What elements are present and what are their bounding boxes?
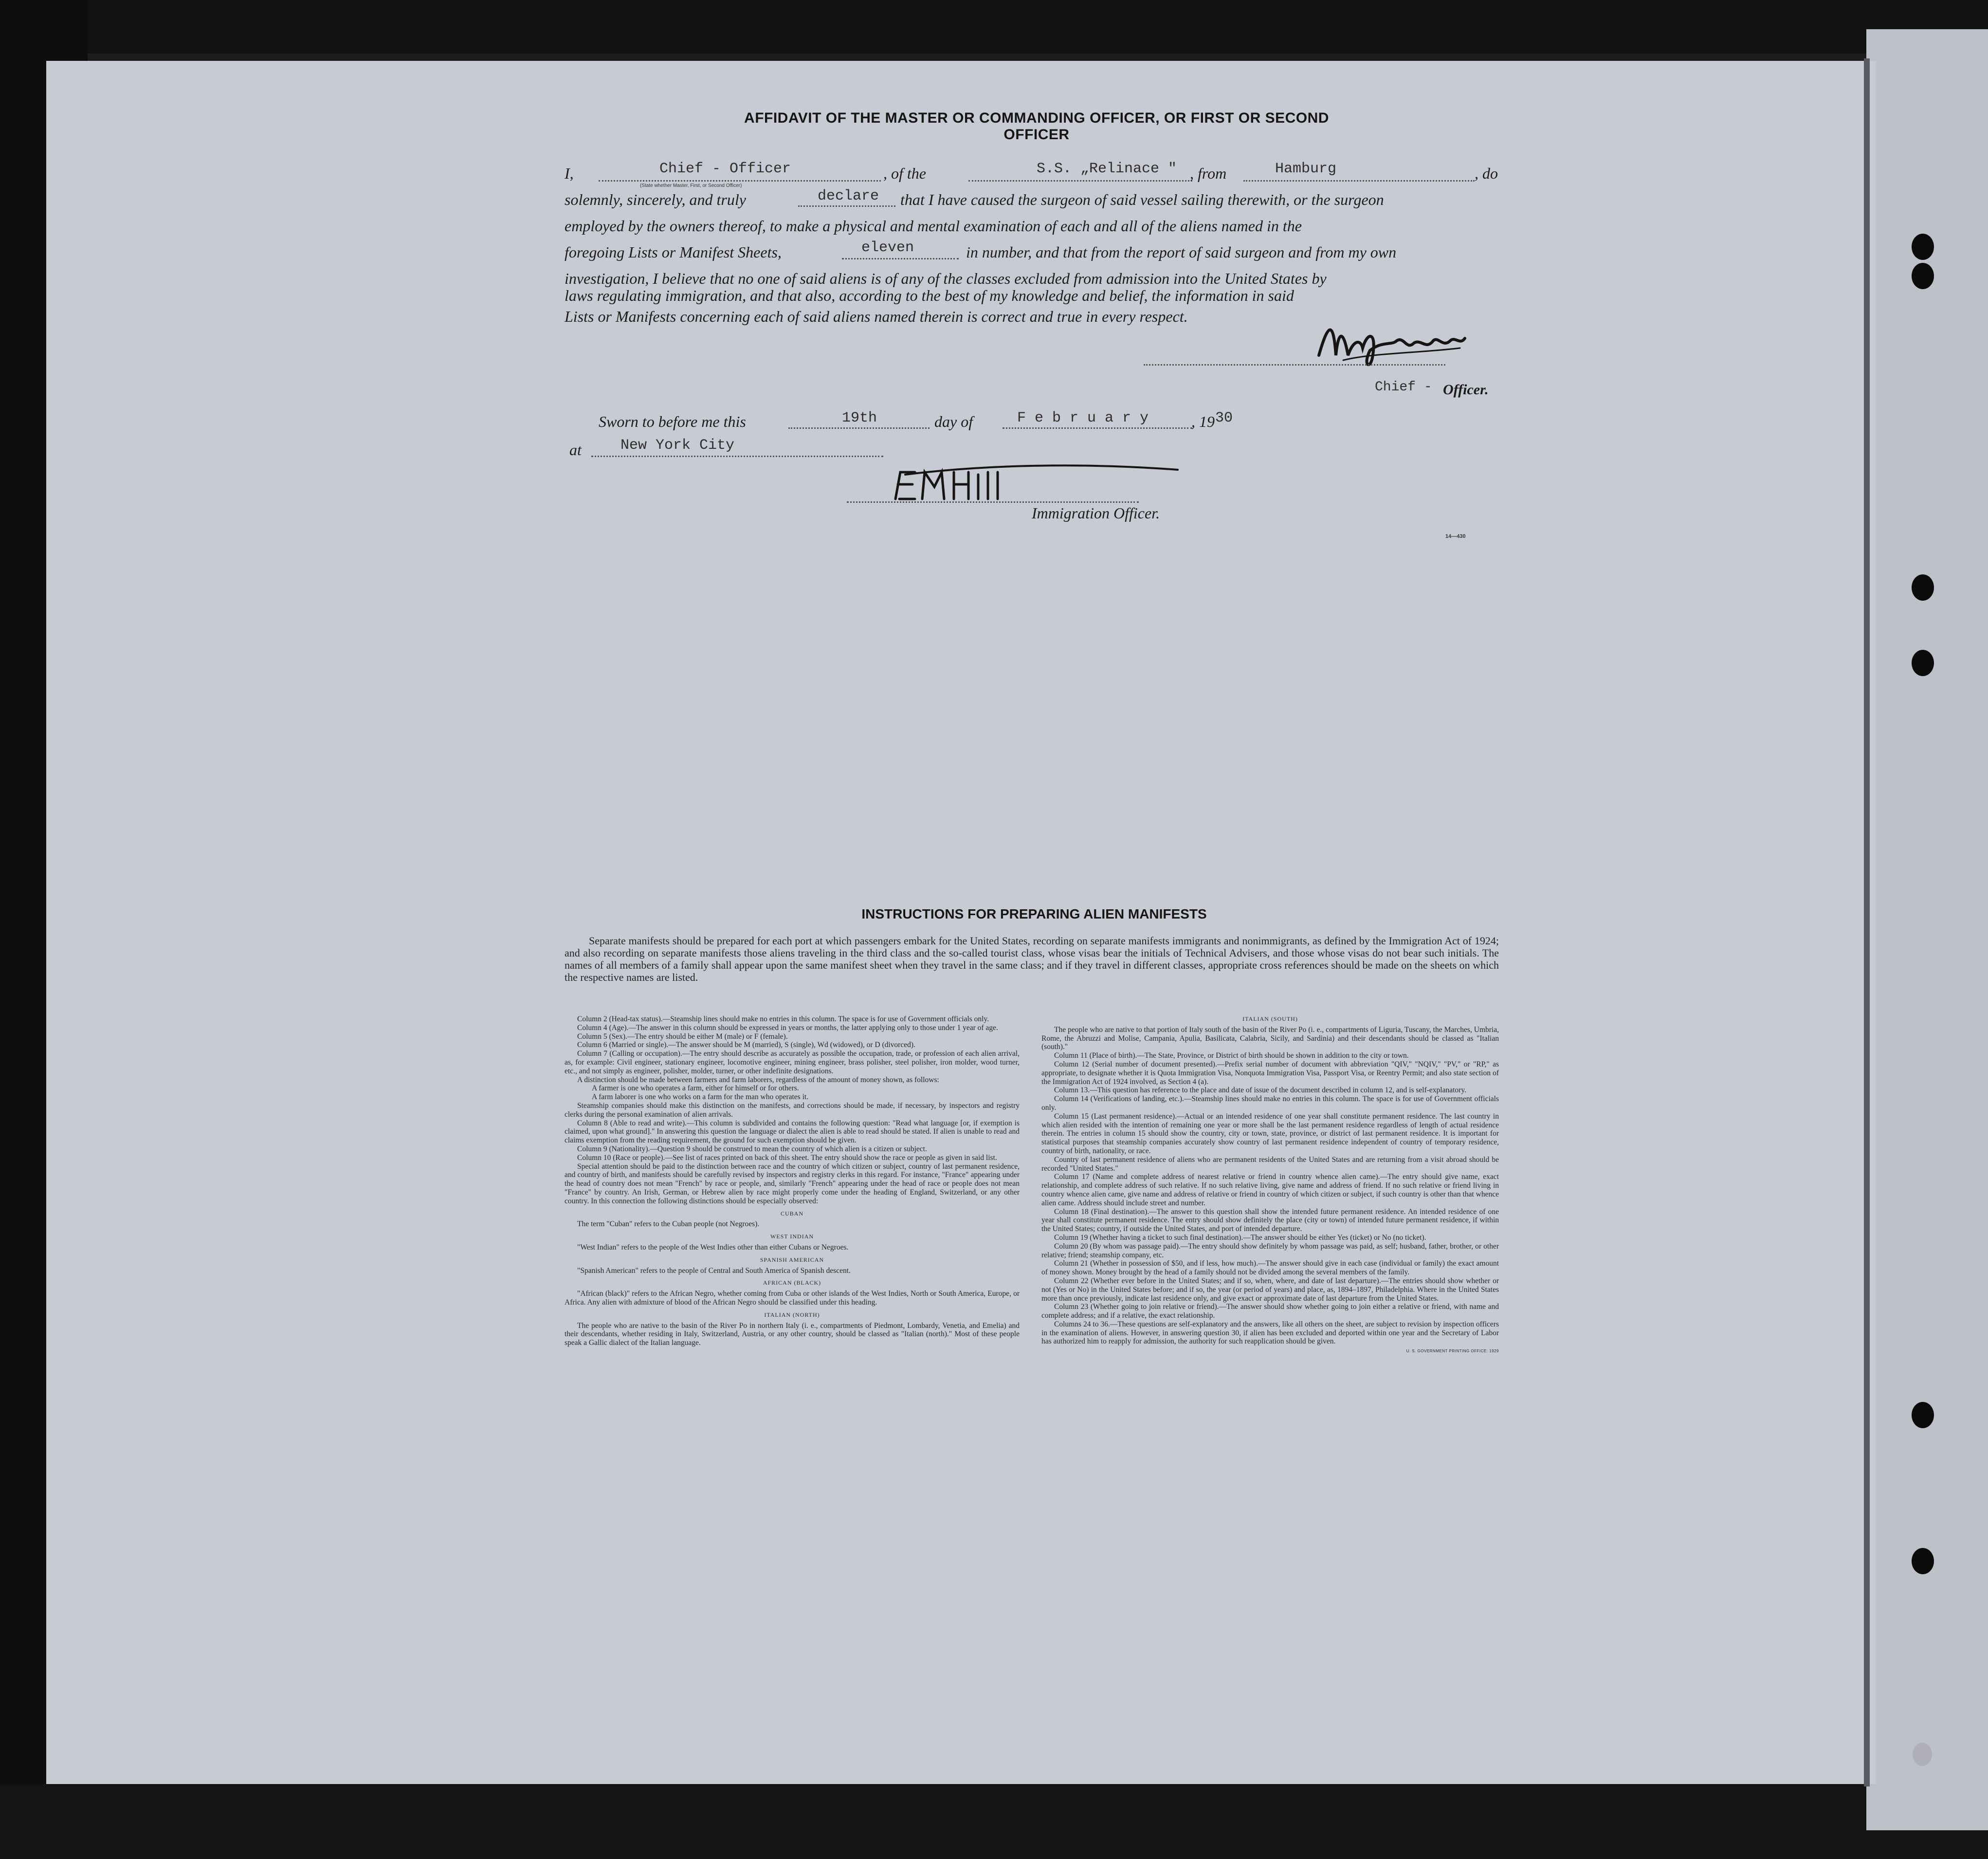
instruction-paragraph: Column 13.—This question has reference to the place and date of issue of the document described in column 12, and is self-explanatory. — [1054, 1086, 1466, 1095]
sworn-day-of: day of — [934, 413, 973, 430]
page-edge — [1864, 58, 1870, 1786]
section-heading: ITALIAN (SOUTH) — [1242, 1015, 1298, 1022]
sworn-year-prefix: , 19 — [1191, 413, 1215, 430]
instruction-paragraph: Special attention should be paid to the distinction between race and the country of which citizen or subject, country of last permanent residence, and country of birth, and manifests should be carefully revised by inspectors and registry clerks in this regard. For instance, "France" appearing under the head of country does not mean "French" by race or people, and, similarly "French" appearing under the head of race or people does not mean "France" by country. An Irish, German, or Hebrew alien by race might properly come under the heading of England, Switzerland, or any other country. In this connection the following distinctions should be especially observed: — [565, 1162, 1020, 1205]
fill-line — [1003, 427, 1192, 429]
instruction-paragraph: Column 10 (Race or people).—See list of races printed on back of this sheet. The entry should show the race or people as given in said list. — [577, 1153, 997, 1162]
instruction-paragraph: Column 18 (Final destination).—The answer to this question shall show the intended future permanent residence. An intended residence of one year shall constitute permanent residence. The entry should show definitely the place (city or town) of intended future permanent residence, if within the United States; country, if outside the United States, and port of intended departure. — [1041, 1207, 1499, 1233]
affidavit-line1-pre: I, — [565, 165, 574, 182]
instruction-paragraph: Column 21 (Whether in possession of $50, and if less, how much).—The answer should give in each case (individual or family) the exact amount of money shown. Money brought by the head of a family should not be divided among the several members of the family. — [1041, 1259, 1499, 1277]
instructions-left-column — [565, 1015, 1020, 1347]
affidavit-line1-end: , do — [1475, 165, 1498, 182]
printing-office-note: U. S. GOVERNMENT PRINTING OFFICE: 1929 — [1406, 1349, 1499, 1354]
ship-name-field: S.S. „Relinace " — [1037, 161, 1177, 177]
affidavit-line7: Lists or Manifests concerning each of said aliens named therein is correct and true in every respect. — [565, 308, 1188, 325]
signature-title-typed: Chief - — [1375, 380, 1432, 395]
faint-hole — [1913, 1743, 1932, 1766]
affidavit-line4-pre: foregoing Lists or Manifest Sheets, — [565, 243, 782, 261]
instruction-paragraph: Column 4 (Age).—The answer in this column should be expressed in years or months, the latter applying only to those under 1 year of age. — [577, 1023, 998, 1032]
instruction-paragraph: Columns 24 to 36.—These questions are self-explanatory and the answers, like all others on the sheet, are subject to revision by inspection officers in the examination of aliens. However, in answering question 30, if alien has been excluded and deported within one year and the Secretary of Labor has authorized him to reapply for admission, the authority for such reapplication should be given. — [1041, 1320, 1499, 1346]
instruction-paragraph: Column 14 (Verifications of landing, etc.).—Steamship lines should make no entries in this column. The space is for use of Government officials only. — [1041, 1095, 1499, 1112]
officer-rank-field: Chief - Officer — [659, 161, 791, 177]
instruction-paragraph: A distinction should be made between farmers and farm laborers, regardless of the amount of money shown, as follows: — [577, 1075, 939, 1084]
affidavit-title: AFFIDAVIT OF THE MASTER OR COMMANDING OFFICER, OR FIRST OR SECOND OFFICER — [744, 110, 1329, 143]
instruction-paragraph: The people who are native to that portion of Italy south of the basin of the River Po (i. e., compartments of Liguria, Tuscany, the Marches, Umbria, Rome, the Abruzzi and Molise, Campania, Apulia, Basilicata, Calabria, Sicily, and Sardinia) and their descendants should be classed as "Italian (south)." — [1041, 1025, 1499, 1051]
instruction-paragraph: Steamship companies should make this distinction on the manifests, and corrections should be made, if necessary, by inspectors and registry clerks during the personal examination of alien arrivals. — [565, 1101, 1020, 1119]
instructions-intro: Separate manifests should be prepared for each port at which passengers embark for the United States, recording on separate manifests immigrants and nonimmigrants, as defined by the Immigration Act of 1924; and also recording on separate manifests those aliens traveling in the third class and the so-called tourist class, whose visas bear the initials of Technical Advisers, and those whose visas do not bear such initials. The names of all members of a family shall appear upon the same manifest sheet when they travel in the same class; and if they travel in different classes, appropriate cross references should be made on the sheets on which the respective names are listed. — [565, 935, 1499, 983]
instruction-paragraph: Column 22 (Whether ever before in the United States; and if so, when, where, and date of last departure).—The entries should show whether or not (Yes or No) in the United States before; and if so, the year (or period of years) and place, as, 1894–1897, Philadelphia. Where in the United States more than once previously, indicate last residence only, and give exact or approximate date of last departure from the United States. — [1041, 1276, 1499, 1303]
sheet-count-field: eleven — [861, 239, 914, 256]
instruction-paragraph: Column 8 (Able to read and write).—This column is subdivided and contains the following question: "Read what language [or, if exemption is claimed, upon what ground]." In answering this question the language or dialect the alien is able to read should be stated. If alien is unable to read and claims exemption from the reading requirement, the ground for such exemption should be given. — [565, 1119, 1020, 1145]
fill-line — [591, 456, 883, 457]
instruction-paragraph: Country of last permanent residence of aliens who are permanent residents of the United States and are returning from a visit abroad should be recorded "United States." — [1041, 1155, 1499, 1173]
section-heading: WEST INDIAN — [770, 1233, 814, 1240]
fill-line — [842, 258, 959, 259]
sworn-month-field: F e b r u a r y — [1017, 410, 1149, 426]
scan-border-bottom — [0, 1784, 1988, 1859]
sworn-day-field: 19th — [842, 410, 877, 426]
punch-hole — [1912, 263, 1934, 289]
affidavit-line4-post: in number, and that from the report of said surgeon and from my own — [966, 243, 1397, 261]
instruction-paragraph: "Spanish American" refers to the people of Central and South America of Spanish descent. — [577, 1266, 851, 1275]
sworn-pre: Sworn to before me this — [599, 413, 746, 430]
instructions-right-column — [1041, 1015, 1499, 1356]
section-heading: ITALIAN (NORTH) — [764, 1311, 820, 1318]
affidavit-line5: investigation, I believe that no one of said aliens is of any of the classes excluded from admission into the United States by — [565, 270, 1327, 287]
instruction-paragraph: "African (black)" refers to the African Negro, whether coming from Cuba or other islands of the West Indies, North or South America, Europe, or Africa. Any alien with admixture of blood of the African Negro should be classified under this heading. — [565, 1289, 1020, 1307]
fill-line — [968, 180, 1192, 182]
instruction-paragraph: Column 17 (Name and complete address of nearest relative or friend in country whence alien came).—The entry should give name, exact relationship, and complete address of such relative. If no such relative living, give name and address of friend. If no such relative or friend living in country whence alien came, give name and address of relative or friend in country of which citizen or subject, if such country is other than that whence alien came. Address should include street and number. — [1041, 1173, 1499, 1207]
signature-title-printed: Officer. — [1443, 382, 1489, 398]
instruction-paragraph: Column 19 (Whether having a ticket to such final destination).—The answer should be either Yes (ticket) or No (no ticket). — [1054, 1233, 1426, 1242]
instructions-title: INSTRUCTIONS FOR PREPARING ALIEN MANIFESTS — [861, 906, 1207, 921]
instruction-paragraph: Column 6 (Married or single).—The answer should be M (married), S (single), Wd (widowed), or D (divorced). — [577, 1041, 915, 1049]
declare-field: declare — [818, 188, 879, 204]
instruction-paragraph: Column 23 (Whether going to join relative or friend).—The answer should show whether going to join either a relative or friend, with name and complete address; and if a relative, the exact relationship. — [1041, 1303, 1499, 1320]
signature-line — [1144, 364, 1445, 366]
instruction-paragraph: Column 15 (Last permanent residence).—Actual or an intended residence of one year shall constitute permanent residence. The last country in which alien resided with the intention of remaining one year or more shall be the last permanent residence regardless of length of actual residence therein. The entries in column 15 should show the country, city or town, state, province, or district of last permanent residence. It is important for statistical purposes that steamship companies accurately show country of last permanent residence independent of country of temporary residence, country of birth, nationality, or race. — [1041, 1112, 1499, 1155]
section-heading: CUBAN — [780, 1210, 803, 1217]
affidavit-line2-post: that I have caused the surgeon of said vessel sailing therewith, or the surgeon — [900, 191, 1384, 208]
form-number: 14—430 — [1445, 534, 1466, 539]
sworn-year-field: 30 — [1215, 410, 1233, 426]
instruction-paragraph: Column 11 (Place of birth).—The State, Province, or District of birth should be shown in addition to the city or town. — [1054, 1051, 1409, 1060]
punch-hole — [1912, 574, 1934, 601]
punch-hole — [1912, 1548, 1934, 1574]
instruction-paragraph: The term "Cuban" refers to the Cuban people (not Negroes). — [577, 1220, 760, 1229]
instruction-paragraph: A farm laborer is one who works on a farm for the man who operates it. — [592, 1093, 809, 1102]
affidavit-line3: employed by the owners thereof, to make a physical and mental examination of each and all of the aliens named in the — [565, 217, 1302, 235]
punch-hole — [1912, 1402, 1934, 1428]
rank-note: (State whether Master, First, or Second Officer) — [640, 183, 742, 188]
section-heading: AFRICAN (BLACK) — [763, 1279, 821, 1287]
punch-hole — [1912, 650, 1934, 676]
instruction-paragraph: Column 2 (Head-tax status).—Steamship lines should make no entries in this column. The space is for use of Government officials only. — [577, 1015, 989, 1023]
instruction-paragraph: Column 20 (By whom was passage paid).—The entry should show definitely by whom passage was paid, as self; husband, father, brother, or other relative; friend; steamship company, etc. — [1041, 1242, 1499, 1259]
port-field: Hamburg — [1275, 161, 1337, 177]
affidavit-line2-pre: solemnly, sincerely, and truly — [565, 191, 746, 208]
instruction-paragraph: A farmer is one who operates a farm, either for himself or for others. — [592, 1084, 799, 1093]
fill-line — [788, 427, 930, 429]
affidavit-line6: laws regulating immigration, and that also, according to the best of my knowledge and belief, the information in said — [565, 287, 1294, 304]
instruction-paragraph: "West Indian" refers to the people of the West Indies other than either Cubans or Negroes. — [577, 1243, 849, 1252]
affidavit-line1-ofthe: , of the — [883, 165, 926, 182]
instruction-paragraph: Column 7 (Calling or occupation).—The entry should describe as accurately as possible the occupation, trade, or profession of each alien arrival, as, for example: Civil engineer, stationary engineer, locomotive engineer, mining engineer, brass polisher, steel polisher, iron molder, wood turner, etc., and not simply as engineer, polisher, molder, turner, or other indefinite designations. — [565, 1049, 1020, 1075]
fill-line — [798, 205, 895, 207]
signature-line — [847, 501, 1139, 503]
punch-hole — [1912, 234, 1934, 260]
fill-line — [599, 180, 881, 182]
instruction-paragraph: Column 12 (Serial number of document presented).—Prefix serial number of document with abbreviation "QIV," "NQIV," "PV," or "RP," as appropriate, to designate whether it is Quota Immigration Visa, Nonquota Immigration Visa, Passport Visa, or Reentry Permit; and also state section of the Immigration Act of 1924 involved, as Section 4 (a). — [1041, 1060, 1499, 1086]
instruction-paragraph: The people who are native to the basin of the River Po in northern Italy (i. e., compartments of Piedmont, Lombardy, Venetia, and Emelia) and their descendants, whether residing in Italy, Switzerland, Austria, or any other country, should be classed as "Italian (north)." Most of these people speak a Gallic dialect of the Italian language. — [565, 1321, 1020, 1347]
instruction-paragraph: Column 9 (Nationality).—Question 9 should be construed to mean the country of which alien is a citizen or subject. — [577, 1144, 927, 1153]
section-heading: SPANISH AMERICAN — [760, 1256, 824, 1263]
immigration-officer-signature — [886, 462, 1187, 506]
fill-line — [1243, 180, 1475, 182]
affidavit-line1-from: , from — [1190, 165, 1227, 182]
place-field: New York City — [620, 437, 735, 454]
at-pre: at — [569, 441, 582, 459]
immigration-officer-title: Immigration Officer. — [1032, 504, 1160, 522]
scan-border-top — [0, 0, 1988, 54]
instruction-paragraph: Column 5 (Sex).—The entry should be either M (male) or F (female). — [577, 1032, 788, 1041]
